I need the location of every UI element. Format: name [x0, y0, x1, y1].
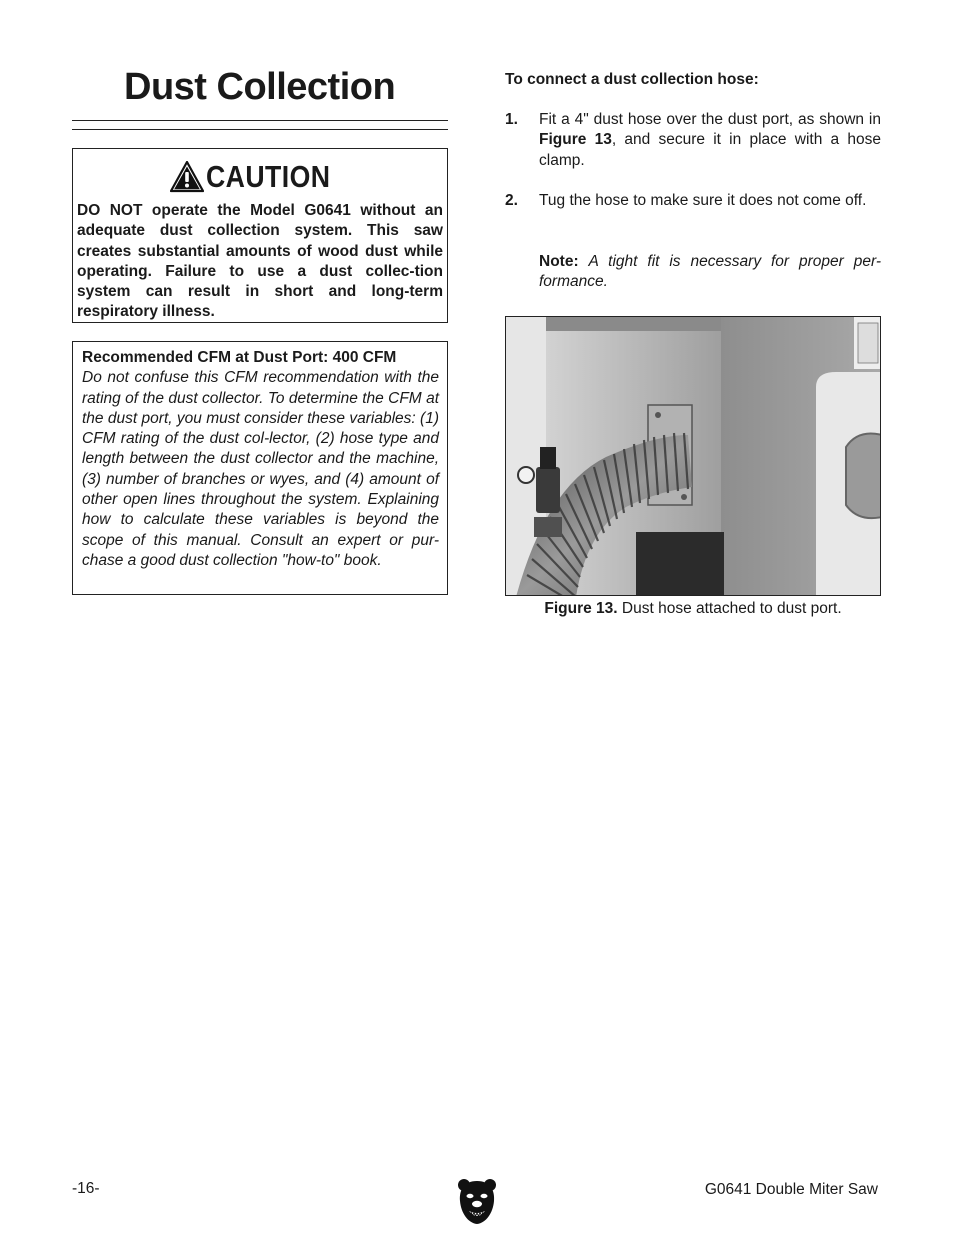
page-title: Dust Collection — [124, 66, 396, 108]
figure-13-reference: Figure 13 — [539, 131, 612, 149]
figure-13-caption — [505, 599, 881, 619]
step-2 — [505, 191, 881, 211]
step-1 — [505, 110, 881, 171]
instructions-heading: To connect a dust collection hose: — [505, 71, 759, 88]
note-indent — [505, 252, 539, 293]
figure-13-photo — [505, 316, 881, 596]
note-label: Note: — [539, 253, 579, 270]
title-rule-top — [72, 120, 448, 121]
step-1-text — [539, 110, 881, 171]
footer-title: G0641 Double Miter Saw — [704, 1181, 878, 1198]
step-2-number: 2. — [505, 192, 518, 209]
warning-triangle-icon — [170, 161, 204, 193]
caution-text: DO NOT operate the Model G0641 without an adequate dust collection system. This saw creates substantial amounts of wood dust while operating. Failure to use a dust collec-tion system can result in short and long-term respiratory illness. — [77, 202, 443, 321]
cfm-heading: Recommended CFM at Dust Port: 400 CFM — [82, 349, 397, 366]
cfm-text: Do not confuse this CFM recommendation with the rating of the dust collector. To determine the CFM at the dust port, you must consider these variables: (1) CFM rating of the dust col-lector, (2) hose type and length between the dust collector and the machine, (3) number of branches or wyes, and (4) amount of other open lines throughout the system. Explaining how to calculate these variables is beyond the scope of this manual. Consult an expert or pur-chase a good dust collection "how-to" book. — [82, 369, 439, 569]
note — [505, 252, 881, 293]
step-1-text-b: , and secure it in place with a hose clamp. — [539, 131, 881, 169]
figure-13-caption-text: Dust hose attached to dust port. — [621, 600, 842, 617]
figure-13-label: Figure 13. — [544, 600, 618, 617]
note-text: A tight fit is necessary for proper per-formance. — [539, 253, 881, 291]
caution-box — [72, 148, 448, 323]
caution-label: CAUTION — [205, 159, 331, 194]
step-2-text: Tug the hose to make sure it does not come off. — [539, 192, 867, 209]
page-number: -16- — [72, 1180, 100, 1197]
note-text-block — [539, 252, 881, 293]
step-1-number: 1. — [505, 111, 518, 128]
bear-logo-icon — [457, 1177, 497, 1225]
caution-header — [77, 157, 443, 197]
cfm-recommendation-box — [72, 341, 448, 595]
step-1-text-a: Fit a 4" dust hose over the dust port, as shown in — [539, 111, 881, 128]
title-rule-bottom — [72, 129, 448, 130]
dust-hose-photo — [506, 317, 881, 596]
